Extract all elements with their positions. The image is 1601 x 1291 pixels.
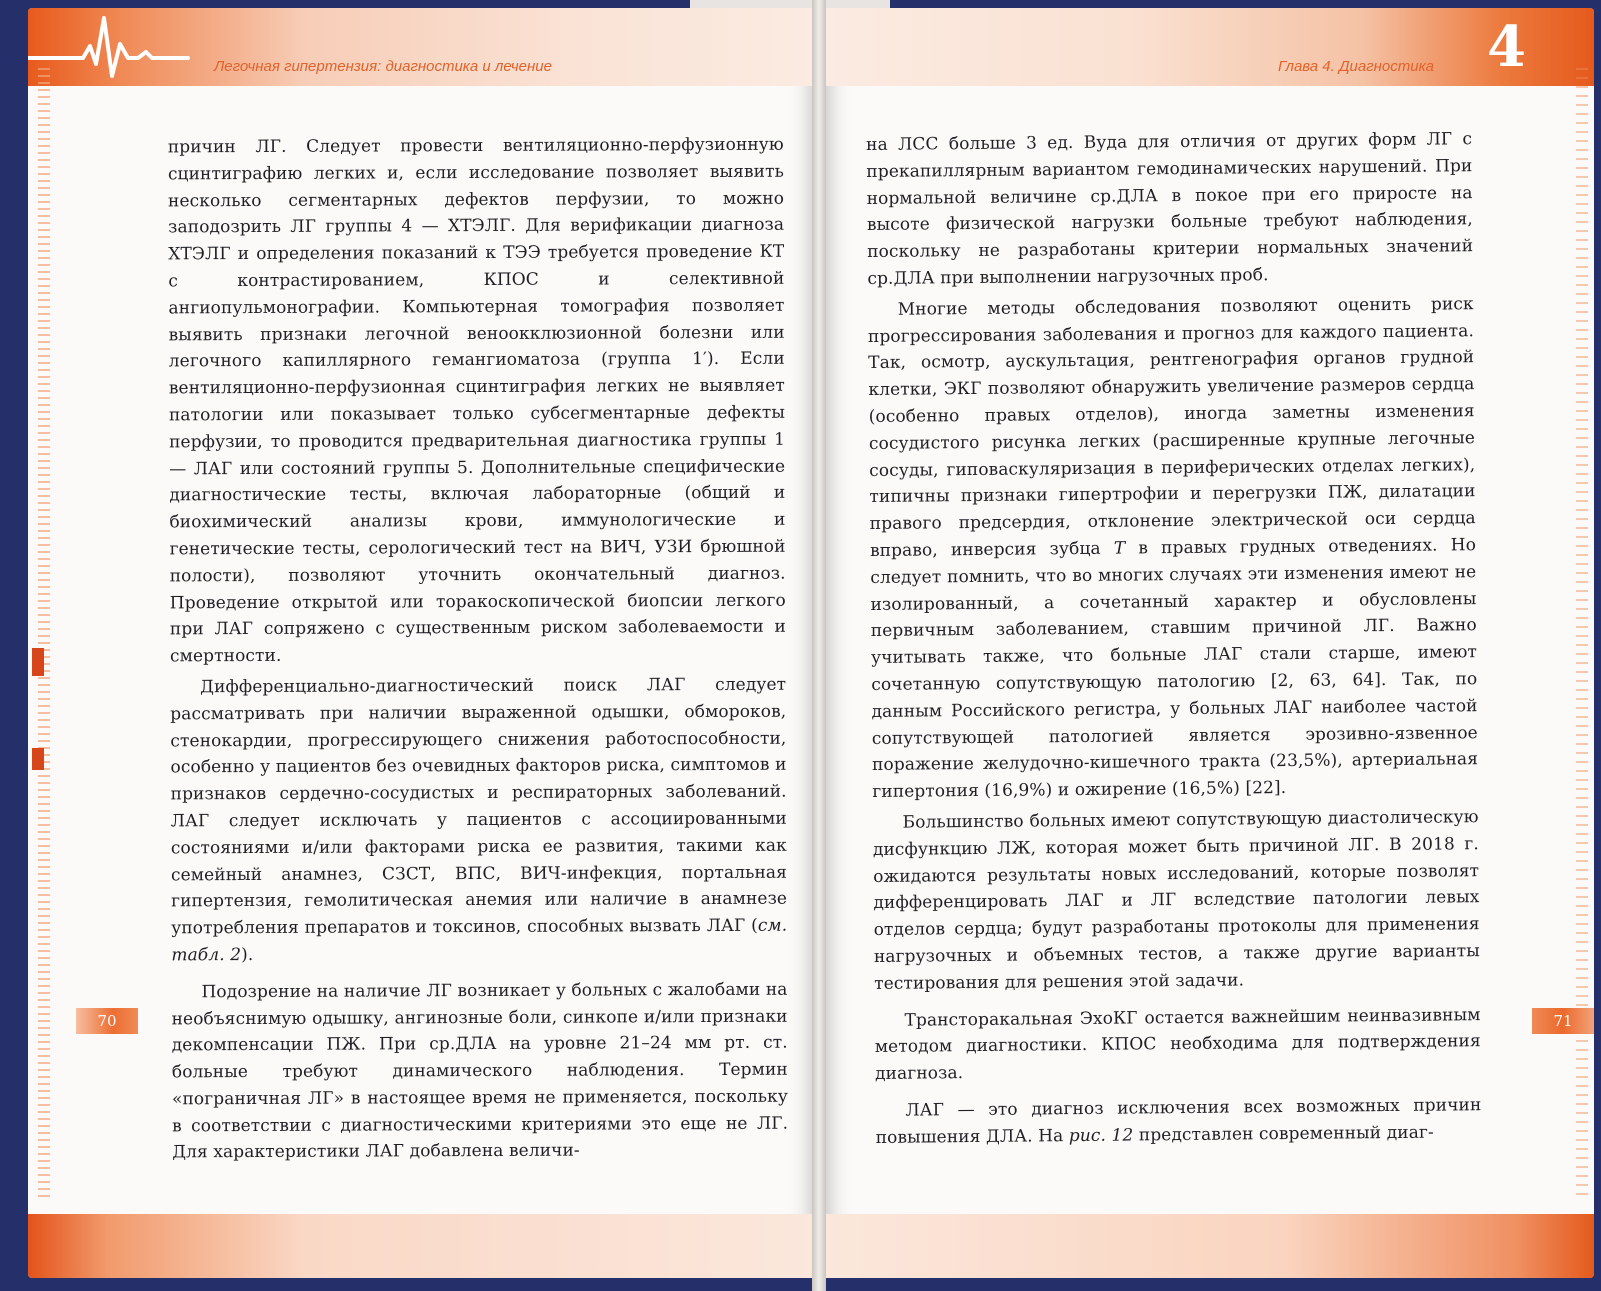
paragraph-text: Дифференциально-диагностический поиск ЛАГ следует рассматривать при наличии выраженной одышки, обмороков, стенокардии, прогрессирующего снижения работоспособности, особенно у пациентов без очевидных факторов риска, симптомов и признаков сердечно-сосудистых и респираторных заболеваний. ЛАГ следует исключать у пациентов с ассоциированными состояниями и/или факторами риска ее развития, такими как семейный анамнез, СЗСТ, ВПС, ВИЧ-инфекция, портальная гипертензия, гемолитическая анемия или наличие в анамнезе употребления препаратов и токсинов, способных вызвать ЛАГ ( <box>170 674 788 939</box>
paragraph-text: ЛАГ — это диагноз исключения всех возможных причин повышения ДЛА. На <box>875 1095 1482 1148</box>
page-number-left: 70 <box>76 1008 138 1034</box>
left-footer-band <box>28 1214 818 1278</box>
paragraph: Большинство больных имеют сопутствующую диастолическую дисфункцию ЛЖ, которая может быть причиной ЛГ. В 2018 г. ожидаются результаты новых исследований, которые позволят дифференцировать ЛАГ и ЛГ вследствие патологии левых отделов сердца; будут разработаны протоколы для применения нагрузочных и объемных тестов, а также другие варианты тестирования для решения этой задачи. <box>872 807 1480 994</box>
right-page <box>822 8 1594 1278</box>
book-gutter <box>812 0 826 1291</box>
edge-tab-mark <box>32 648 44 676</box>
page-number-right: 71 <box>1532 1008 1594 1034</box>
right-footer-band <box>822 1214 1594 1278</box>
running-header-right: Глава 4. Диагностика <box>1278 58 1434 75</box>
paragraph-text: Многие методы обследования позволяют оценить риск прогрессирования заболевания и прогноз для каждого пациента. Так, осмотр, аускультация, рентгенография органов грудной клетки, ЭКГ позволяют обнаружить увеличение размеров сердца (особенно правых отделов), иногда заметны изменения сосудистого рисунка легких (расширенные крупные легочные сосуды, гиповаскуляризация в периферических отделах легких), типичны признаки гипертрофии и перегрузки ПЖ, дилатации правого предсердия, отклонение электрической оси сердца вправо, инверсия зубца <box>867 293 1476 561</box>
right-body-text <box>866 126 1482 1155</box>
left-edge-marks <box>38 68 50 1198</box>
running-header-left: Легочная гипертензия: диагностика и лечение <box>214 58 552 75</box>
paragraph-text: в правых грудных отведениях. Но следует помнить, что во многих случаях эти изменения имеют не изолированный, а сочетанный характер и обусловлены первичным заболеванием, ставшим причиной ЛГ. Важно учитывать также, что больные ЛАГ стали старше, имеют сочетанную сопутствующую патологию [2, 63, 64]. Так, по данным Российского регистра, у больных ЛАГ наиболее частой сопутствующей патологией является эрозивно-язвенное поражение желудочно-кишечного тракта (23,5%), артериальная гипертония (16,9%) и ожирение (16,5%) [22]. <box>870 535 1479 803</box>
paragraph-text: представлен современный диаг- <box>1133 1122 1434 1146</box>
paragraph <box>875 1092 1481 1151</box>
table-reference[interactable]: см. табл. 2 <box>171 915 788 966</box>
italic-symbol: T <box>1113 538 1126 559</box>
right-header-band <box>822 8 1594 86</box>
paragraph <box>868 291 1479 806</box>
paragraph-tail: ). <box>241 944 254 965</box>
paragraph: Трансторакальная ЭхоКГ остается важнейшим неинвазивным методом диагностики. КПОС необходима для подтверждения диагноза. <box>874 1004 1481 1085</box>
paragraph <box>170 672 787 969</box>
paragraph: на ЛСС больше 3 ед. Вуда для отличия от других форм ЛГ с прекапиллярным вариантом гемодинамических нарушений. При нормальной величине ср.ДЛА в покое при его приросте на высоте физической нагрузки больные требуют наблюдения, поскольку не разработаны критерии нормальных значений ср.ДЛА при выполнении нагрузочных проб. <box>866 129 1474 289</box>
paragraph: Подозрение на наличие ЛГ возникает у больных с жалобами на необъяснимую одышку, ангинозные боли, синкопе и/или признаки декомпенсации ПЖ. При ср.ДЛА на уровне 21–24 мм рт. ст. больные требуют динамического наблюдения. Термин «пограничная ЛГ» в настоящее время не применяется, поскольку в соответствии с диагностическими критериями это еще не ЛГ. Для характеристики ЛАГ добавлена величи- <box>171 979 789 1163</box>
figure-reference[interactable]: рис. 12 <box>1068 1125 1134 1146</box>
paragraph: причин ЛГ. Следует провести вентиляционно-перфузионную сцинтиграфию легких и, если исследование позволяет выявить несколько сегментарных дефектов перфузии, то можно заподозрить ЛГ группы 4 — ХТЭЛГ. Для верификации диагноза ХТЭЛГ и определения показаний к ТЭЭ требуется проведение КТ с контрастированием, КПОС и селективной ангиопульмонографии. Компьютерная томография позволяет выявить признаки легочной веноокклюзионной болезни или легочного капиллярного гемангиоматоза (группа 1′). Если вентиляционно-перфузионная сцинтиграфия легких не выявляет патологии или показывает только субсегментарные дефекты перфузии, то проводится предварительная диагностика группы 1 — ЛАГ или состояний группы 5. Дополнительные специфические диагностические тесты, включая лабораторные (общий и биохимический анализы крови, иммунологические и генетические тесты, серологический тест на ВИЧ, УЗИ брюшной полости), позволяют уточнить окончательный диагноз. Проведение открытой или торакоскопической биопсии легкого при ЛАГ сопряжено с существенным риском заболеваемости и смертности. <box>167 134 786 667</box>
chapter-number: 4 <box>1487 14 1526 80</box>
edge-tab-mark <box>32 748 44 770</box>
ecg-heartbeat-icon <box>28 8 198 86</box>
left-page <box>28 8 818 1278</box>
left-body-text <box>168 132 789 1171</box>
